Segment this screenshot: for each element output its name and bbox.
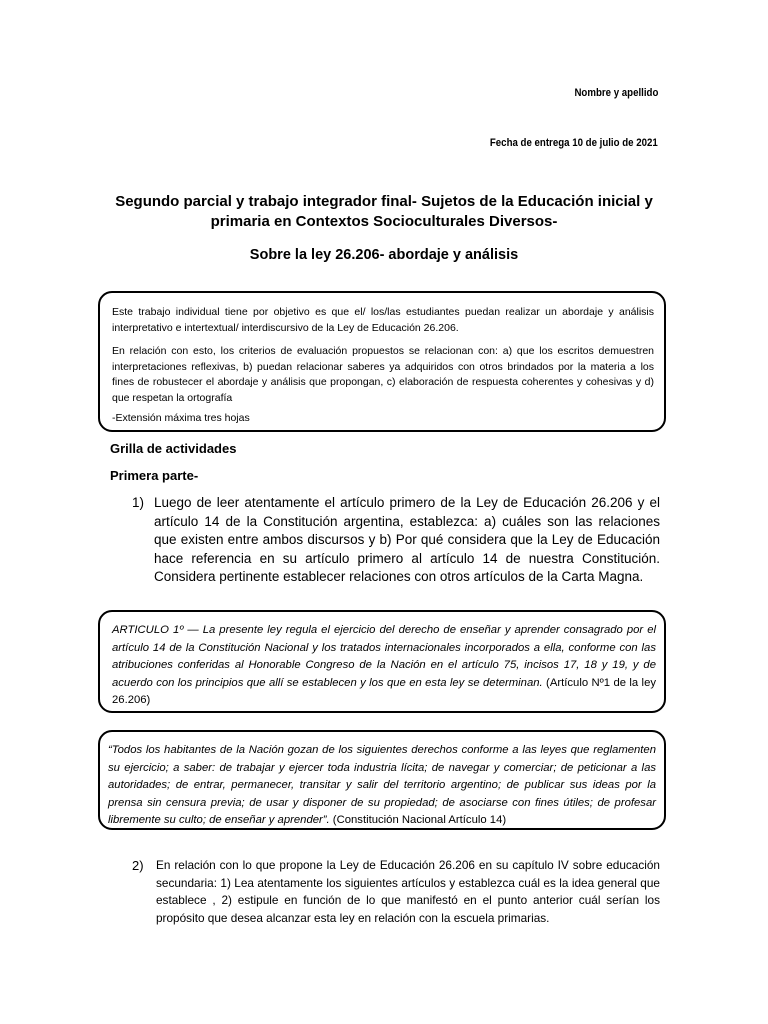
article1-quote-box bbox=[98, 610, 666, 713]
item-number: 2) bbox=[132, 858, 144, 873]
item-number: 1) bbox=[132, 495, 145, 510]
document-title: Segundo parcial y trabajo integrador final- Sujetos de la Educación inicial y primaria en Contextos Socioculturales Diversos- bbox=[115, 193, 653, 230]
intro-objective: Este trabajo individual tiene por objetivo es que el/ los/las estudiantes puedan realizar un abordaje y análisis interpretativo e intertextual/ interdiscursivo de la Ley de Educación 26.206. bbox=[112, 306, 654, 334]
intro-criteria: En relación con esto, los criterios de evaluación propuestos se relacionan con: a) que los escritos demuestren interpretaciones reflexivas, b) puedan relacionar saberes ya adquiridos con otros brindados por la materia a los fines de robustecer el abordaje y análisis que propongan, c) elaboración de respuesta coherentes y cohesivas y d) que respetan la ortografía bbox=[112, 345, 654, 404]
article1-quote-text: ARTICULO 1º — La presente ley regula el ejercicio del derecho de enseñar y aprender consagrado por el artículo 14 de la Constitución Nacional y los tratados internacionales incorporados a ella, conforme con las atribuciones conferidas al Honorable Congreso de la Nación en el artículo 75, incisos 17, 18 y 19, y de acuerdo con los principios que allí se establecen y los que en esta ley se determinan. bbox=[112, 624, 656, 689]
part1-heading: Primera parte- bbox=[110, 468, 199, 483]
article14-quote-text: “Todos los habitantes de la Nación gozan de los siguientes derechos conforme a las leyes que reglamenten su ejercicio; a saber: de trabajar y ejercer toda industria lícita; de navegar y comerciar; de peticionar a las autoridades; de entrar, permanecer, transitar y salir del territorio argentino; de publicar sus ideas por la prensa sin censura previa; de usar y disponer de su propiedad; de asociarse con fines útiles; de profesar libremente su culto; de enseñar y aprender”. bbox=[108, 744, 656, 826]
intro-box bbox=[98, 291, 666, 432]
article1-quote-source: (Artículo Nº1 de la ley 26.206) bbox=[112, 676, 657, 706]
item-text: En relación con lo que propone la Ley de Educación 26.206 en su capítulo IV sobre educación secundaria: 1) Lea atentamente los siguientes artículos y establezca cuál es la idea general que establece , 2) estipule en función de lo que manifestó en el punto anterior cuál serían los propósito que desea alcanzar esta ley en relación con la escuela primarias. bbox=[156, 858, 660, 925]
article14-quote-box bbox=[98, 730, 666, 830]
article14-quote-source: (Constitución Nacional Artículo 14) bbox=[329, 814, 507, 826]
document-subtitle: Sobre la ley 26.206- abordaje y análisis bbox=[249, 247, 519, 263]
name-label: Nombre y apellido bbox=[574, 87, 658, 99]
activity-item-2 bbox=[132, 857, 660, 927]
activity-item-1 bbox=[132, 494, 660, 587]
intro-extension: -Extensión máxima tres hojas bbox=[112, 412, 250, 424]
grid-heading: Grilla de actividades bbox=[110, 441, 237, 456]
item-text: Luego de leer atentamente el artículo primero de la Ley de Educación 26.206 y el artículo 14 de la Constitución argentina, establezca: a) cuáles son las relaciones que existen entre ambos discursos y b) Por qué considera que la Ley de Educación hace referencia en su artículo primero al artículo 14 de nuestra Constitución. Considera pertinente establecer relaciones con otros artículos de la Carta Magna. bbox=[154, 495, 660, 584]
due-date: Fecha de entrega 10 de julio de 2021 bbox=[490, 137, 658, 149]
